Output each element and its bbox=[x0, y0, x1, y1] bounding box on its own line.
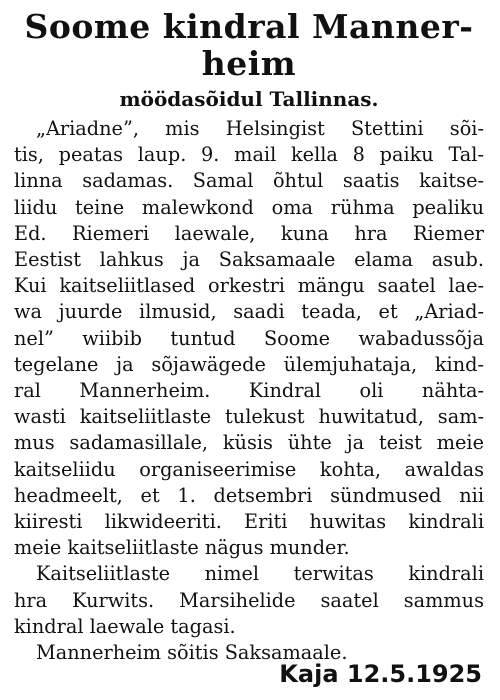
body-line: headmeelt, et 1. detsembri sündmused nii bbox=[14, 483, 484, 507]
body-line: wa juurde ilmusid, saadi teada, et „Ariad- bbox=[14, 300, 484, 324]
body-line: hra Kurwits. Marsihelide saatel sammus bbox=[14, 588, 484, 612]
body-line: Ed. Riemeri laewale, kuna hra Riemer bbox=[14, 221, 484, 245]
body-line: kiiresti likwideeriti. Eriti huwitas kindrali bbox=[14, 510, 484, 534]
body-line: Kaitseliitlaste nimel terwitas kindrali bbox=[36, 562, 484, 586]
subheadline: möödasõidul Tallinnas. bbox=[119, 87, 379, 111]
body-line: wasti kaitseliitlaste tulekust huwitatud, sam- bbox=[14, 405, 484, 429]
body-line: tis, peatas laup. 9. mail kella 8 paiku Tal- bbox=[14, 143, 484, 167]
newspaper-clipping bbox=[14, 8, 484, 666]
body-line: linna sadamas. Samal õhtul saatis kaitse- bbox=[14, 169, 484, 193]
body-line: tegelane ja sõjawägede ülemjuhataja, kind- bbox=[14, 352, 484, 376]
body-line: kindral laewale tagasi. bbox=[14, 614, 236, 638]
body-line: Kui kaitseliitlased orkestri mängu saatel lae- bbox=[14, 274, 484, 298]
source-caption: Kaja 12.5.1925 bbox=[279, 660, 482, 688]
body-line: mus sadamasillale, küsis ühte ja teist meie bbox=[14, 431, 484, 455]
article-body bbox=[14, 116, 484, 666]
body-line: kaitseliidu organiseerimise kohta, awaldas bbox=[14, 457, 484, 481]
body-line: Mannerheim sõitis Saksamaale. bbox=[36, 641, 348, 665]
body-line: Eestist lahkus ja Saksamaale elama asub. bbox=[14, 248, 484, 272]
body-line: „Ariadne”, mis Helsingist Stettini sõi- bbox=[36, 117, 484, 140]
headline: Soome kindral Manner- heim bbox=[24, 7, 474, 83]
body-line: ral Mannerheim. Kindral oli nähta- bbox=[14, 379, 484, 403]
body-line: nel” wiibib tuntud Soome wabadussõja bbox=[14, 326, 484, 350]
body-line: meie kaitseliitlaste nägus munder. bbox=[14, 536, 350, 560]
body-line: liidu teine malewkond oma rühma pealiku bbox=[14, 195, 484, 219]
